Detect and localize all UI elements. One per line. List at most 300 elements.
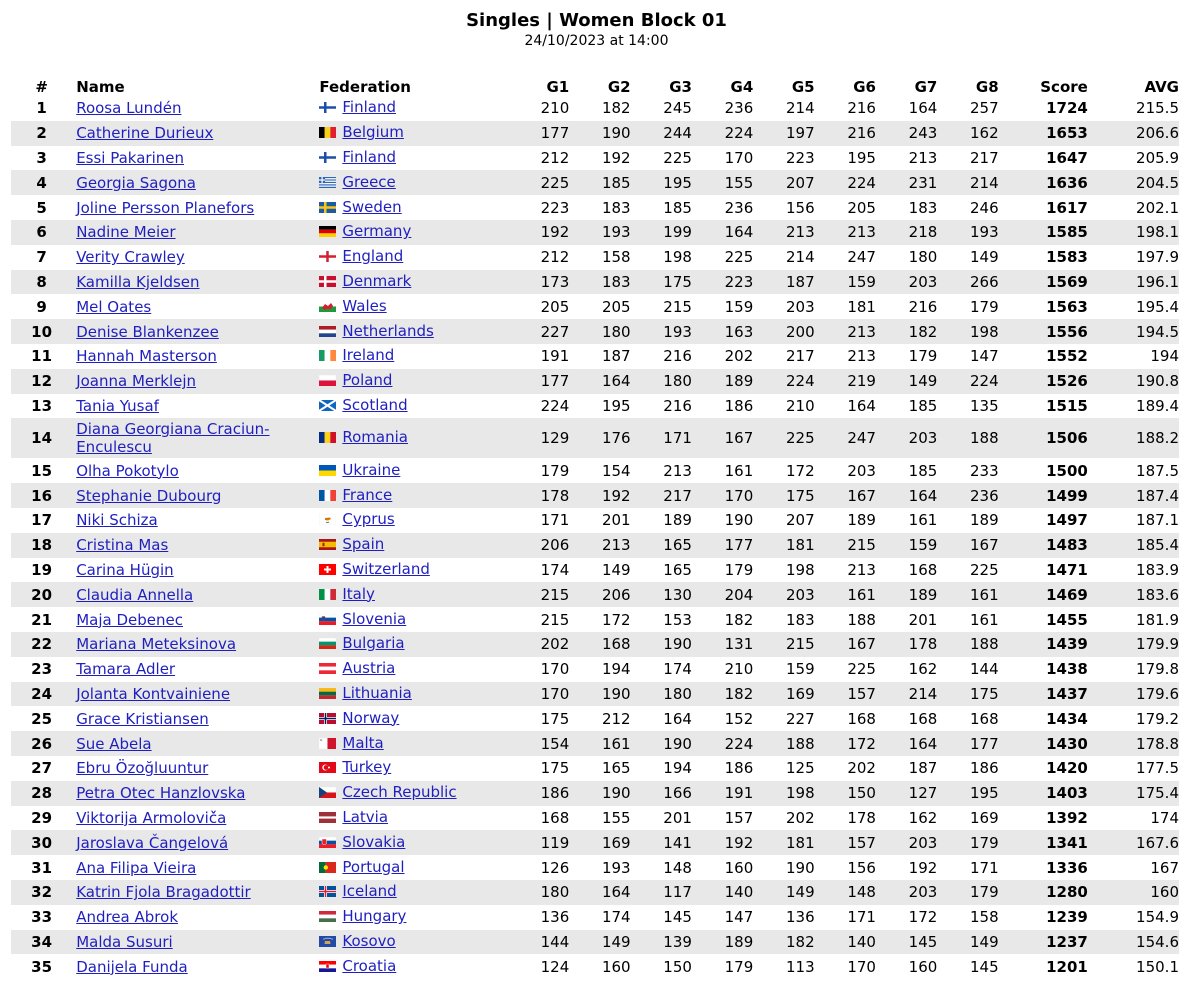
flag-fr-icon (319, 490, 336, 501)
player-name-link[interactable]: Olha Pokotylo (76, 461, 179, 480)
game-1-cell: 178 (508, 483, 569, 508)
game-1-cell: 177 (508, 369, 569, 394)
game-8-cell: 177 (937, 731, 998, 756)
player-name-link[interactable]: Andrea Abrok (76, 908, 179, 927)
avg-cell: 206.6 (1088, 121, 1179, 146)
player-name-link[interactable]: Niki Schiza (76, 511, 158, 530)
game-8-cell: 198 (937, 319, 998, 344)
game-2-cell: 193 (569, 220, 630, 245)
name-cell (72, 582, 316, 607)
game-4-cell: 189 (692, 369, 753, 394)
rank-cell: 14 (11, 418, 72, 458)
rank-cell: 1 (36, 99, 47, 118)
federation-link[interactable]: Scotland (342, 395, 408, 414)
game-5-cell: 213 (753, 220, 814, 245)
player-name-link[interactable]: Jaroslava Čangelová (76, 833, 229, 852)
name-cell (72, 905, 316, 930)
game-6-cell: 164 (847, 396, 876, 415)
game-8-cell: 135 (970, 396, 999, 415)
score-cell: 1563 (1046, 297, 1088, 316)
name-cell (72, 607, 316, 632)
player-name-link[interactable]: Joanna Merklejn (76, 372, 197, 391)
avg-cell: 178.8 (1088, 731, 1179, 756)
game-3-cell: 165 (631, 533, 692, 558)
flag-dk-icon (319, 276, 336, 287)
game-6-cell: 171 (847, 908, 876, 927)
federation-link[interactable]: Bulgaria (342, 634, 405, 653)
game-7-cell: 149 (876, 369, 937, 394)
player-name-link[interactable]: Denise Blankenzee (76, 322, 219, 341)
federation-link[interactable]: Slovenia (342, 609, 407, 628)
federation-link[interactable]: Netherlands (342, 321, 434, 340)
game-4-cell: 163 (692, 319, 753, 344)
player-name-link[interactable]: Petra Otec Hanzlovska (76, 784, 246, 803)
game-6-cell: 213 (815, 319, 876, 344)
game-3-cell: 117 (631, 880, 692, 905)
flag-pl-icon (319, 375, 336, 386)
avg-cell: 194.5 (1088, 319, 1179, 344)
game-3-cell: 150 (663, 957, 692, 976)
name-cell (72, 418, 316, 458)
federation-link[interactable]: Ukraine (342, 460, 401, 479)
federation-link[interactable]: Finland (342, 98, 396, 117)
game-7-cell: 243 (876, 121, 937, 146)
game-5-cell: 215 (753, 632, 814, 657)
game-2-cell: 195 (601, 396, 631, 415)
player-name-link[interactable]: Tamara Adler (76, 660, 176, 679)
avg-cell: 179.6 (1088, 682, 1179, 707)
federation-link[interactable]: Slovakia (342, 832, 406, 851)
col-header-rank: # (35, 78, 48, 96)
flag-es-icon (319, 539, 336, 550)
federation-cell (316, 830, 508, 855)
game-4-cell: 179 (724, 560, 754, 579)
player-name-link[interactable]: Katrin Fjola Bragadottir (76, 883, 251, 902)
game-8-cell: 168 (970, 709, 999, 728)
game-7-cell: 216 (908, 297, 938, 316)
name-cell (72, 508, 316, 533)
game-4-cell: 224 (692, 731, 753, 756)
game-8-cell: 169 (970, 808, 999, 827)
flag-fi-icon (319, 102, 336, 113)
game-2-cell: 187 (601, 347, 631, 366)
player-name-link[interactable]: Georgia Sagona (76, 173, 196, 192)
flag-se-icon (319, 202, 336, 213)
avg-cell: 202.1 (1136, 198, 1179, 217)
player-name-link[interactable]: Claudia Annella (76, 585, 194, 604)
flag-be-icon (319, 127, 336, 138)
game-3-cell: 180 (631, 369, 692, 394)
federation-link[interactable]: Iceland (342, 882, 397, 901)
game-7-cell: 203 (876, 418, 937, 458)
name-cell (72, 632, 316, 657)
game-8-cell: 214 (937, 170, 998, 195)
game-2-cell: 194 (601, 660, 631, 679)
score-cell: 1420 (1046, 759, 1088, 778)
score-cell: 1469 (999, 582, 1088, 607)
game-8-cell: 257 (970, 99, 999, 118)
col-header-avg: AVG (1144, 78, 1179, 96)
game-5-cell: 225 (753, 418, 814, 458)
game-8-cell: 158 (970, 908, 999, 927)
rank-cell: 28 (11, 781, 72, 806)
player-name-link[interactable]: Hannah Masterson (76, 347, 217, 366)
table-row (11, 781, 1179, 806)
federation-link[interactable]: Austria (342, 659, 396, 678)
federation-link[interactable]: Kosovo (342, 931, 396, 950)
player-name-link[interactable]: Kamilla Kjeldsen (76, 272, 200, 291)
results-body (11, 96, 1179, 979)
game-7-cell: 168 (908, 560, 938, 579)
score-cell: 1430 (999, 731, 1088, 756)
table-row (11, 830, 1179, 855)
game-2-cell: 168 (569, 632, 630, 657)
table-row (11, 855, 1179, 880)
federation-link[interactable]: Malta (342, 733, 384, 752)
game-2-cell: 149 (601, 560, 631, 579)
table-header-row (11, 72, 1179, 96)
game-5-cell: 210 (785, 396, 815, 415)
game-3-cell: 130 (631, 582, 692, 607)
game-2-cell: 160 (601, 957, 631, 976)
federation (319, 223, 411, 240)
avg-cell: 188.2 (1088, 418, 1179, 458)
game-6-cell: 202 (847, 759, 876, 778)
game-7-cell: 168 (908, 709, 938, 728)
federation-link[interactable]: Germany (342, 222, 412, 241)
federation (319, 586, 375, 603)
table-row (11, 483, 1179, 508)
game-2-cell: 183 (601, 198, 631, 217)
game-6-cell: 216 (847, 99, 876, 118)
player-name-link[interactable]: Verity Crawley (76, 248, 185, 267)
federation-link[interactable]: Sweden (342, 197, 402, 216)
name-cell (72, 657, 316, 682)
player-name-link[interactable]: Ebru Özoğluuntur (76, 759, 209, 778)
federation-link[interactable]: Cyprus (342, 510, 395, 529)
federation-link[interactable]: Hungary (342, 907, 407, 926)
game-5-cell: 227 (785, 709, 815, 728)
score-cell: 1483 (999, 533, 1088, 558)
game-5-cell: 207 (785, 511, 815, 530)
federation-cell (316, 607, 508, 632)
federation-cell (316, 245, 508, 270)
game-6-cell: 159 (815, 270, 876, 295)
table-row (11, 195, 1179, 220)
flag-si-icon (319, 614, 336, 625)
game-2-cell: 155 (601, 808, 631, 827)
game-3-cell: 215 (663, 297, 692, 316)
federation-cell (316, 781, 508, 806)
game-3-cell: 198 (663, 248, 692, 267)
game-3-cell: 164 (663, 709, 692, 728)
federation-cell (316, 418, 508, 458)
game-1-cell: 154 (508, 731, 569, 756)
avg-cell: 196.1 (1088, 270, 1179, 295)
game-1-cell: 174 (540, 560, 570, 579)
score-cell: 1341 (999, 830, 1088, 855)
table-row (11, 508, 1179, 533)
score-cell: 1497 (1046, 511, 1088, 530)
game-4-cell: 177 (692, 533, 753, 558)
federation (319, 735, 383, 752)
player-name-link[interactable]: Joline Persson Planefors (76, 198, 255, 217)
player-name-link[interactable]: Maja Debenec (76, 610, 183, 629)
federation-cell (316, 369, 508, 394)
player-name-link[interactable]: Grace Kristiansen (76, 709, 209, 728)
name-cell (72, 781, 316, 806)
col-header-name: Name (76, 78, 125, 96)
federation (319, 149, 396, 166)
player-name-link[interactable]: Roosa Lundén (76, 99, 182, 118)
game-8-cell: 149 (937, 930, 998, 955)
game-3-cell: 201 (663, 808, 692, 827)
score-cell: 1471 (1046, 560, 1088, 579)
federation (319, 611, 406, 628)
federation-link[interactable]: Portugal (342, 857, 405, 876)
avg-cell: 160 (1088, 880, 1179, 905)
rank-cell: 15 (31, 461, 53, 480)
game-7-cell: 213 (908, 148, 938, 167)
table-row (11, 682, 1179, 707)
game-2-cell: 201 (601, 511, 631, 530)
game-8-cell: 179 (970, 297, 999, 316)
player-name-link[interactable]: Sue Abela (76, 734, 152, 753)
federation-link[interactable]: France (342, 485, 393, 504)
game-4-cell: 160 (724, 858, 754, 877)
avg-cell: 177.5 (1136, 759, 1179, 778)
name-cell (72, 954, 316, 979)
federation (319, 809, 388, 826)
federation-link[interactable]: Romania (342, 428, 408, 447)
game-4-cell: 202 (724, 347, 754, 366)
rank-cell: 24 (11, 682, 72, 707)
game-7-cell: 203 (876, 270, 937, 295)
table-row (11, 294, 1179, 319)
rank-cell: 9 (36, 297, 47, 316)
federation-cell (316, 632, 508, 657)
avg-cell: 183.6 (1088, 582, 1179, 607)
player-name-link[interactable]: Mel Oates (76, 297, 152, 316)
rank-cell: 17 (31, 511, 53, 530)
player-name-link[interactable]: Essi Pakarinen (76, 148, 185, 167)
federation-link[interactable]: Belgium (342, 123, 404, 142)
federation (319, 462, 400, 479)
federation-link[interactable]: Greece (342, 172, 396, 191)
federation-cell (316, 121, 508, 146)
score-cell: 1434 (1046, 709, 1088, 728)
game-5-cell: 190 (785, 858, 815, 877)
game-5-cell: 156 (785, 198, 815, 217)
game-4-cell: 190 (724, 511, 754, 530)
game-1-cell: 126 (540, 858, 570, 877)
game-2-cell: 185 (569, 170, 630, 195)
name-cell (72, 558, 316, 583)
federation (319, 298, 386, 315)
score-cell: 1439 (999, 632, 1088, 657)
federation-link[interactable]: Denmark (342, 271, 412, 290)
game-3-cell: 174 (663, 660, 692, 679)
game-4-cell: 223 (692, 270, 753, 295)
game-3-cell: 189 (663, 511, 692, 530)
flag-xk-icon (319, 936, 336, 947)
results-table (11, 72, 1179, 979)
federation-link[interactable]: Turkey (342, 758, 392, 777)
game-3-cell: 166 (631, 781, 692, 806)
federation-link[interactable]: Lithuania (342, 683, 412, 702)
federation-link[interactable]: Ireland (342, 346, 395, 365)
game-2-cell: 149 (569, 930, 630, 955)
game-5-cell: 223 (785, 148, 815, 167)
player-name-link[interactable]: Cristina Mas (76, 536, 169, 555)
rank-cell: 29 (31, 808, 53, 827)
game-1-cell: 171 (540, 511, 570, 530)
federation-link[interactable]: Poland (342, 371, 393, 390)
federation-cell (316, 533, 508, 558)
game-6-cell: 213 (815, 220, 876, 245)
score-cell: 1438 (1046, 660, 1088, 679)
game-7-cell: 218 (876, 220, 937, 245)
score-cell: 1636 (999, 170, 1088, 195)
game-6-cell: 140 (815, 930, 876, 955)
federation (319, 99, 396, 116)
game-3-cell: 175 (631, 270, 692, 295)
game-5-cell: 183 (785, 610, 815, 629)
game-3-cell: 213 (663, 461, 692, 480)
game-8-cell: 145 (970, 957, 999, 976)
game-3-cell: 141 (631, 830, 692, 855)
federation-cell (316, 905, 508, 930)
rank-cell: 30 (11, 830, 72, 855)
avg-cell: 205.9 (1136, 148, 1179, 167)
federation-link[interactable]: Wales (342, 296, 387, 315)
avg-cell: 185.4 (1088, 533, 1179, 558)
rank-cell: 27 (31, 759, 53, 778)
rank-cell: 5 (36, 198, 47, 217)
federation-link[interactable]: Finland (342, 147, 396, 166)
player-name-link[interactable]: Tania Yusaf (76, 396, 159, 415)
flag-at-icon (319, 663, 336, 674)
game-6-cell: 224 (815, 170, 876, 195)
game-3-cell: 165 (663, 560, 692, 579)
game-7-cell: 185 (908, 396, 938, 415)
federation-link[interactable]: Croatia (342, 956, 397, 975)
game-6-cell: 148 (815, 880, 876, 905)
game-7-cell: 145 (876, 930, 937, 955)
player-name-link[interactable]: Mariana Meteksinova (76, 635, 237, 654)
player-name-link[interactable]: Viktorija Armolovič̌a (76, 808, 227, 827)
game-3-cell: 217 (631, 483, 692, 508)
federation (319, 199, 401, 216)
flag-lt-icon (319, 688, 336, 699)
game-1-cell: 202 (508, 632, 569, 657)
game-5-cell: 188 (753, 731, 814, 756)
player-name-link[interactable]: Diana Georgiana Craciun-Enculescu (76, 420, 270, 457)
federation-link[interactable]: Latvia (342, 807, 389, 826)
rank-cell: 4 (11, 170, 72, 195)
player-name-link[interactable]: Jolanta Kontvainiene (76, 684, 231, 703)
game-6-cell: 203 (847, 461, 876, 480)
player-name-link[interactable]: Carina Hügin (76, 560, 174, 579)
flag-sk-icon (319, 837, 336, 848)
federation-link[interactable]: England (342, 247, 404, 266)
game-5-cell: 203 (785, 297, 815, 316)
name-cell (72, 458, 316, 483)
name-cell (72, 855, 316, 880)
game-2-cell: 169 (569, 830, 630, 855)
game-2-cell: 176 (569, 418, 630, 458)
federation-link[interactable]: Italy (342, 584, 375, 603)
player-name-link[interactable]: Malda Susuri (76, 932, 173, 951)
avg-cell: 190.8 (1088, 369, 1179, 394)
game-5-cell: 198 (785, 560, 815, 579)
game-8-cell: 246 (970, 198, 999, 217)
player-name-link[interactable]: Ana Filipa Vieira (76, 858, 197, 877)
federation (319, 710, 399, 727)
game-3-cell: 225 (663, 148, 692, 167)
player-name-link[interactable]: Catherine Durieux (76, 124, 214, 143)
game-7-cell: 201 (908, 610, 938, 629)
game-6-cell: 213 (847, 347, 876, 366)
game-4-cell: 236 (724, 198, 754, 217)
federation (319, 759, 391, 776)
game-8-cell: 161 (937, 582, 998, 607)
federation-link[interactable]: Norway (342, 708, 400, 727)
col-header-g5: G5 (791, 78, 815, 96)
rank-cell: 16 (11, 483, 72, 508)
score-cell: 1506 (999, 418, 1088, 458)
game-2-cell: 158 (601, 248, 631, 267)
game-6-cell: 156 (847, 858, 876, 877)
federation-link[interactable]: Switzerland (342, 559, 430, 578)
rank-cell: 33 (31, 908, 53, 927)
federation-cell (316, 344, 508, 369)
table-row (11, 558, 1179, 583)
federation-cell (316, 706, 508, 731)
game-7-cell: 192 (908, 858, 938, 877)
game-6-cell: 170 (847, 957, 876, 976)
game-4-cell: 191 (692, 781, 753, 806)
name-cell (72, 930, 316, 955)
federation-cell (316, 146, 508, 171)
name-cell (72, 344, 316, 369)
game-1-cell: 175 (540, 709, 570, 728)
federation-link[interactable]: Czech Republic (342, 783, 457, 802)
federation (319, 784, 456, 801)
flag-tr-icon (319, 762, 336, 773)
player-name-link[interactable]: Stephanie Dubourg (76, 486, 222, 505)
game-3-cell: 153 (663, 610, 692, 629)
player-name-link[interactable]: Nadine Meier (76, 223, 176, 242)
table-row (11, 394, 1179, 419)
game-1-cell: 168 (540, 808, 570, 827)
game-1-cell: 210 (540, 99, 570, 118)
rank-cell: 26 (11, 731, 72, 756)
game-6-cell: 247 (847, 248, 876, 267)
game-7-cell: 164 (876, 483, 937, 508)
federation-link[interactable]: Spain (342, 535, 385, 554)
game-5-cell: 197 (753, 121, 814, 146)
player-name-link[interactable]: Danijela Funda (76, 957, 188, 976)
federation-cell (316, 270, 508, 295)
score-cell: 1617 (1046, 198, 1088, 217)
game-4-cell: 179 (724, 957, 754, 976)
game-3-cell: 171 (631, 418, 692, 458)
game-2-cell: 213 (569, 533, 630, 558)
game-1-cell: 175 (540, 759, 570, 778)
score-cell: 1201 (1046, 957, 1088, 976)
game-2-cell: 205 (601, 297, 631, 316)
